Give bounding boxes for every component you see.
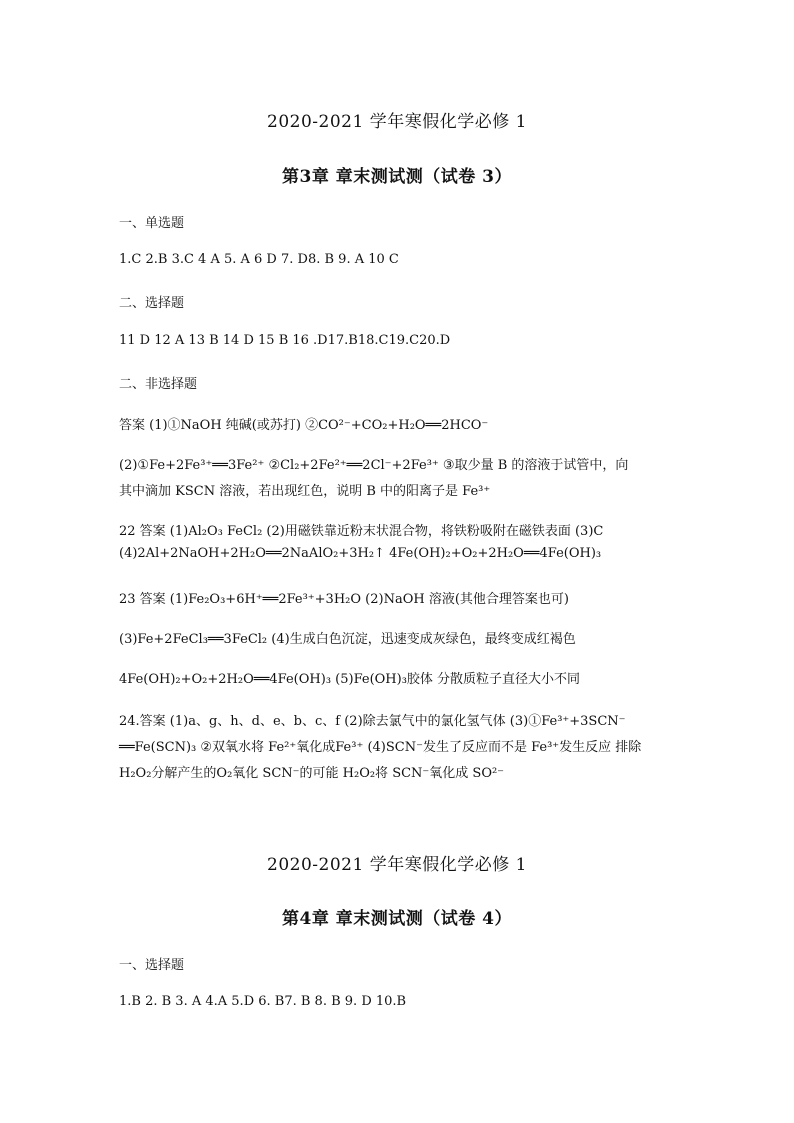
answer-line: 其中滴加 KSCN 溶液，若出现红色，说明 B 中的阳离子是 Fe³⁺ <box>119 484 491 499</box>
answer-line: 4Fe(OH)₂+O₂+2H₂O══4Fe(OH)₃ (5)Fe(OH)₃胶体 分散质粒子直径大小不同 <box>119 672 581 687</box>
answer-line: (3)Fe+2FeCl₃══3FeCl₂ (4)生成白色沉淀，迅速变成灰绿色，最终变成红褐色 <box>119 632 576 647</box>
answer-line: 22 答案 (1)Al₂O₃ FeCl₂ (2)用磁铁靠近粉末状混合物，将铁粉吸附在磁铁表面 (3)C <box>119 524 604 539</box>
section-heading: 二、非选择题 <box>119 377 198 392</box>
section-1-title: 2020-2021 学年寒假化学必修 1 <box>267 112 527 132</box>
answer-line: 23 答案 (1)Fe₂O₃+6H⁺══2Fe³⁺+3H₂O (2)NaOH 溶液(其他合理答案也可) <box>119 592 569 607</box>
answer-line: 1.B 2. B 3. A 4.A 5.D 6. B7. B 8. B 9. D 10.B <box>119 994 407 1009</box>
answer-line: 1.C 2.B 3.C 4 A 5. A 6 D 7. D8. B 9. A 10 C <box>119 252 399 267</box>
answer-line: (4)2Al+2NaOH+2H₂O══2NaAlO₂+3H₂↑ 4Fe(OH)₂+O₂+2H₂O══4Fe(OH)₃ <box>119 546 602 561</box>
section-2-title: 2020-2021 学年寒假化学必修 1 <box>267 855 527 875</box>
answer-line: ══Fe(SCN)₃ ②双氧水将 Fe²⁺氧化成Fe³⁺ (4)SCN⁻发生了反应而不是 Fe³⁺发生反应 排除 <box>119 740 642 755</box>
section-heading: 二、选择题 <box>119 296 185 311</box>
section-2-subtitle: 第4章 章末测试测（试卷 4） <box>282 909 512 929</box>
answer-line: 答案 (1)①NaOH 纯碱(或苏打) ②CO²⁻+CO₂+H₂O══2HCO⁻ <box>119 418 489 433</box>
section-heading: 一、选择题 <box>119 958 185 973</box>
answer-line: 11 D 12 A 13 B 14 D 15 B 16 .D17.B18.C19.C20.D <box>119 333 451 348</box>
section-1-subtitle: 第3章 章末测试测（试卷 3） <box>282 167 512 187</box>
section-heading: 一、单选题 <box>119 216 185 231</box>
answer-line: H₂O₂分解产生的O₂氧化 SCN⁻的可能 H₂O₂将 SCN⁻氧化成 SO²⁻ <box>119 766 505 781</box>
answer-line: (2)①Fe+2Fe³⁺══3Fe²⁺ ②Cl₂+2Fe²⁺══2Cl⁻+2Fe³⁺ ③取少量 B 的溶液于试管中，向 <box>119 458 629 473</box>
answer-line: 24.答案 (1)a、g、h、d、e、b、c、f (2)除去氯气中的氯化氢气体 (3)①Fe³⁺+3SCN⁻ <box>119 714 626 729</box>
